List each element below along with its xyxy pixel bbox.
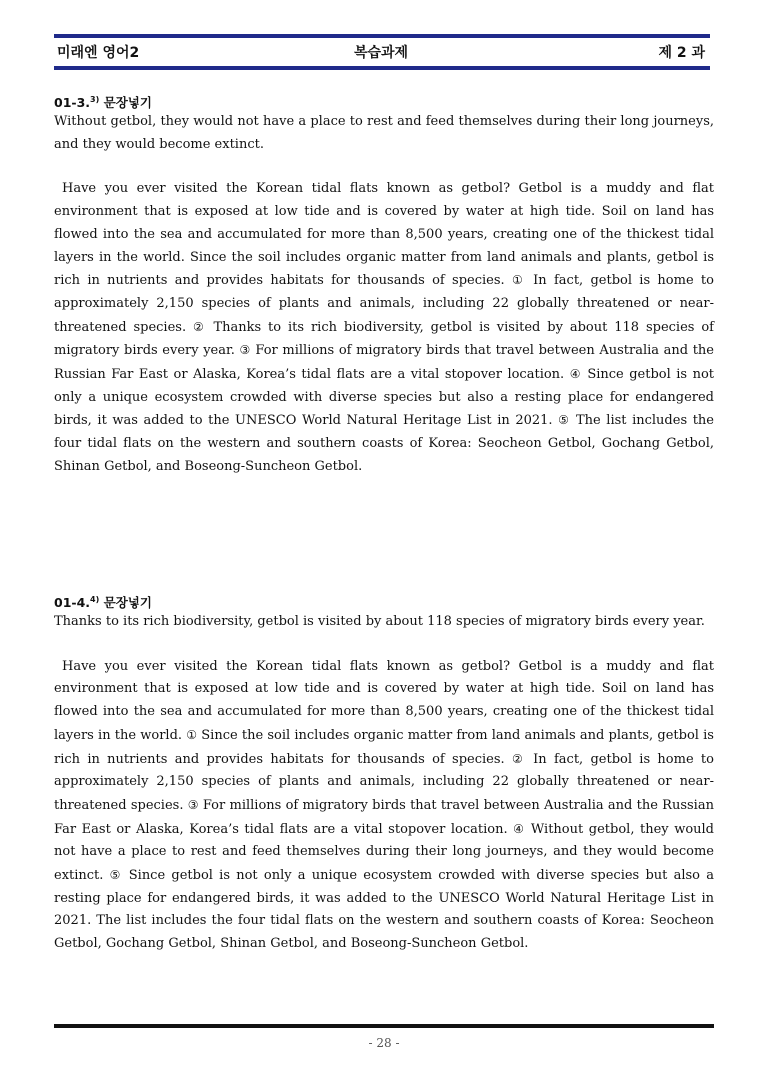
choice-marker-5: ⑤ [109,868,123,883]
question-label [54,90,714,110]
question-01-3 [54,90,714,479]
choice-marker-2: ② [193,319,207,334]
choice-marker-5: ⑤ [558,413,571,428]
passage-text-4: For millions of migratory birds that travel between Australia and the Russian Far East or Alaska, Korea’s tidal flats are a vital stopover location. [54,797,714,837]
question-number: 01-4. [54,595,91,611]
given-sentence: Thanks to its rich biodiversity, getbol is visited by about 118 species of migratory birds every year. [54,614,705,629]
passage-text-6: The list includes the four tidal flats on the western and southern coasts of Korea: Seocheon Getbol, Gochang Getbol, Shinan Getbol, and Boseong-Suncheon Getbol. [54,413,714,474]
passage-text-3: In fact, getbol is home to approximately 2,150 species of plants and animals, including 22 globally threatened or near-threatened species. [54,751,714,813]
passage-text-4: For millions of migratory birds that travel between Australia and the Russian Far East or Alaska, Korea’s tidal flats are a vital stopover location. [54,343,714,383]
header-textbook: 미래엔 영어2 [57,45,140,61]
passage-text-2: In fact, getbol is home to approximately 2,150 species of plants and animals, including 22 globally threatened or near-threatened species. [54,273,714,335]
given-sentence: Without getbol, they would not have a place to rest and feed themselves during their long journeys, and they would become extinct. [54,114,714,152]
passage [54,178,714,478]
footnote-mark: 3) [90,95,100,104]
choice-marker-1: ① [511,273,526,288]
question-01-4 [54,590,714,956]
choice-marker-3: ③ [187,797,199,812]
passage-text-1: Have you ever visited the Korean tidal flats known as getbol? Getbol is a muddy and flat environment that is exposed at low tide and is covered by water at high tide. Soil on land has flowed into the sea and accumulated for more than 8,500 years, creating one of the thickest tidal layers in the world. Since the soil includes organic matter from land animals and plants, getbol is rich in nutrients and provides habitats for thousands of species. [54,181,714,289]
passage [54,656,714,956]
passage-text-5: Since getbol is not only a unique ecosystem crowded with diverse species but also a resting place for endangered birds, it was added to the UNESCO World Natural Heritage List in 2021. [54,367,714,429]
question-type: 문장넣기 [103,95,152,111]
question-label [54,590,714,610]
footnote-mark: 4) [90,595,100,604]
choice-marker-2: ② [511,751,526,766]
choice-marker-3: ③ [239,343,251,358]
page-number: - 28 - [368,1036,400,1050]
choice-marker-1: ① [186,727,198,742]
choice-marker-4: ④ [569,367,582,382]
passage-text-3: Thanks to its rich biodiversity, getbol is visited by about 118 species of migratory birds every year. [54,319,714,359]
question-type: 문장넣기 [103,595,152,611]
question-number: 01-3. [54,95,91,111]
header-title: 복습과제 [353,45,409,61]
passage-text-2: Since the soil includes organic matter from land animals and plants, getbol is rich in nutrients and provides habitats for thousands of species. [54,727,714,767]
header-bottom-rule [54,66,710,70]
page-header [54,34,710,70]
header-row [54,38,710,66]
header-lesson: 제 2 과 [658,45,705,61]
choice-marker-4: ④ [513,821,526,836]
passage-text-1: Have you ever visited the Korean tidal flats known as getbol? Getbol is a muddy and flat environment that is exposed at low tide and is covered by water at high tide. Soil on land has flowed into the sea and accumulated for more than 8,500 years, creating one of the thickest tidal layers in the world. [54,658,714,743]
footer-rule [54,1024,714,1028]
passage-text-6: Since getbol is not only a unique ecosystem crowded with diverse species but also a resting place for endangered birds, it was added to the UNESCO World Natural Heritage List in 2021. The list includes the four tidal flats on the western and southern coasts of Korea: Seocheon Getbol, Gochang Getbol, Shinan Getbol, and Boseong-Suncheon Getbol. [54,868,714,952]
passage-text-5: Without getbol, they would not have a place to rest and feed themselves during their long journeys, and they would become extinct. [54,821,715,884]
